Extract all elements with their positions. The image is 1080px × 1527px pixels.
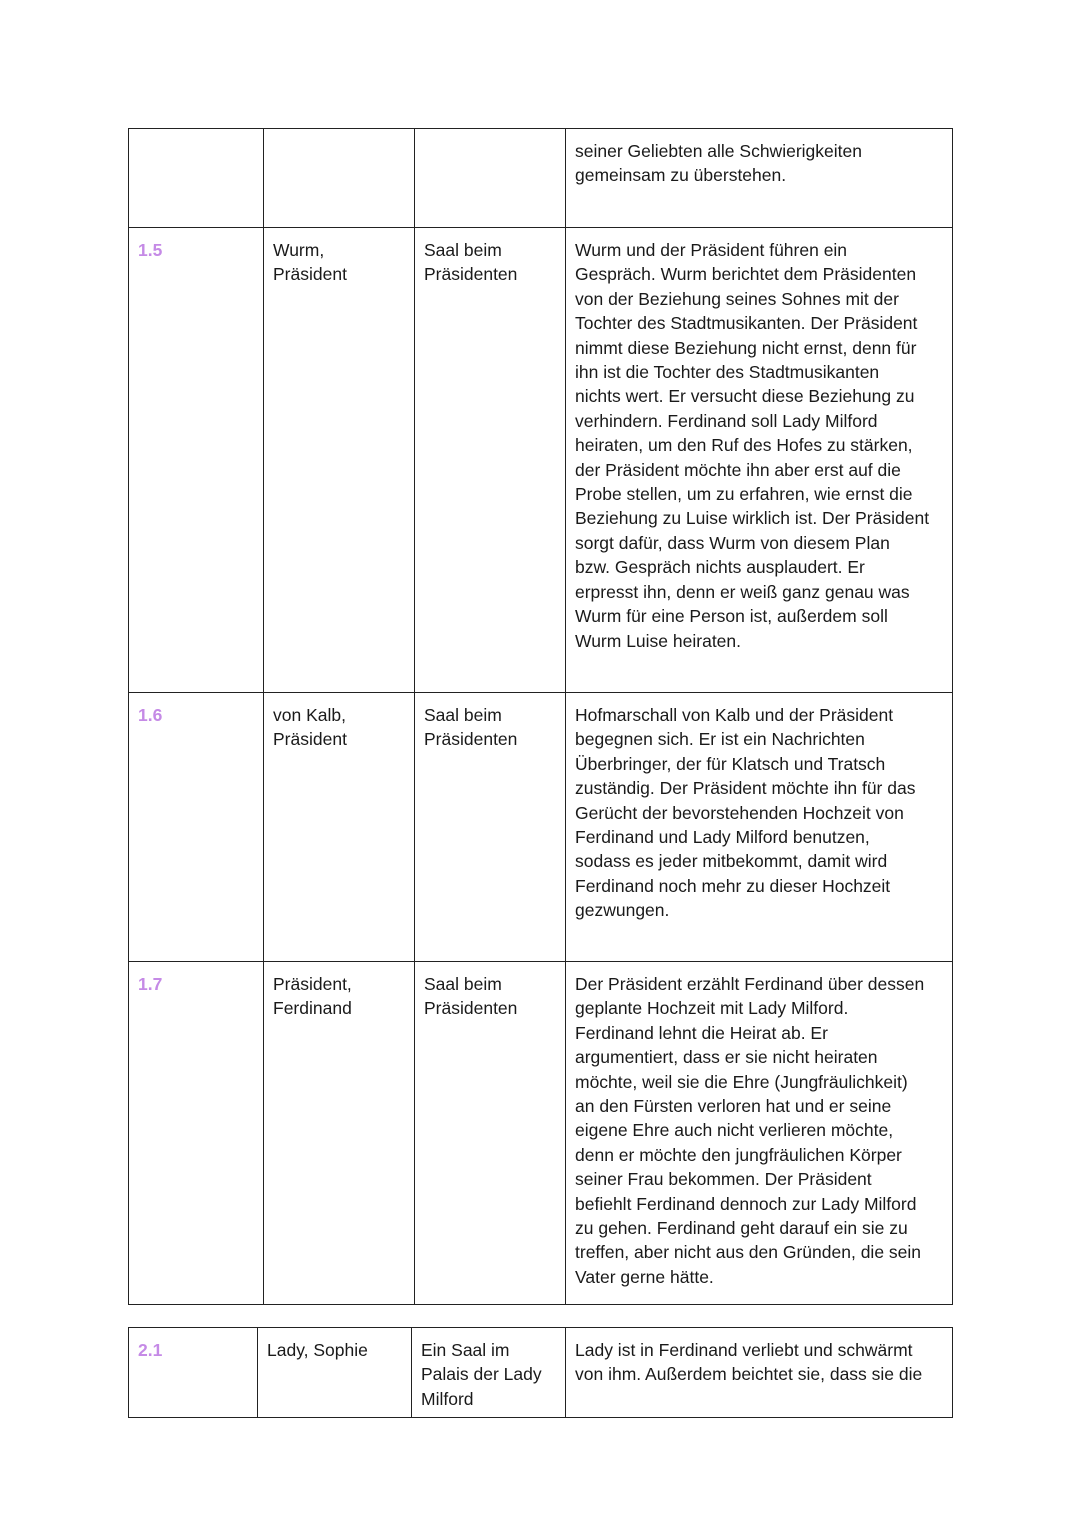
table-row — [129, 228, 953, 693]
scene-table-main — [128, 128, 953, 1305]
table-row — [129, 693, 953, 962]
content-cell: seiner Geliebten alle Schwierigkeiten gemeinsam zu überstehen. — [566, 129, 953, 228]
location-cell: Ein Saal im Palais der Lady Milford — [412, 1328, 566, 1418]
content-cell: Der Präsident erzählt Ferdinand über dessen geplante Hochzeit mit Lady Milford. Ferdinand lehnt die Heirat ab. Er argumentiert, dass er sie nicht heiraten möchte, weil sie die Ehre (Jungfräulichkeit) an den Fürsten verloren hat und er seine eigene Ehre auch nicht verlieren möchte, denn er möchte den jungfräulichen Körper seiner Frau bekommen. Der Präsident befiehlt Ferdinand dennoch zur Lady Milford zu gehen. Ferdinand geht darauf ein sie zu treffen, aber nicht aus den Gründen, die sein Vater gerne hätte. — [566, 962, 953, 1305]
scene-table-continued — [128, 1327, 953, 1418]
scene-number-cell: 1.5 — [129, 228, 264, 693]
content-cell: Hofmarschall von Kalb und der Präsident begegnen sich. Er ist ein Nachrichten Überbringer, der für Klatsch und Tratsch zuständig. Der Präsident möchte ihn für das Gerücht der bevorstehenden Hochzeit von Ferdinand und Lady Milford benutzen, sodass es jeder mitbekommt, damit wird Ferdinand noch mehr zu dieser Hochzeit gezwungen. — [566, 693, 953, 962]
characters-cell: Lady, Sophie — [258, 1328, 412, 1418]
characters-cell: von Kalb, Präsident — [264, 693, 415, 962]
table-row — [129, 129, 953, 228]
table-row — [129, 1328, 953, 1418]
location-cell: Saal beim Präsidenten — [415, 228, 566, 693]
location-cell: Saal beim Präsidenten — [415, 693, 566, 962]
content-cell: Lady ist in Ferdinand verliebt und schwärmt von ihm. Außerdem beichtet sie, dass sie die — [566, 1328, 953, 1418]
characters-cell — [264, 129, 415, 228]
table-row — [129, 962, 953, 1305]
location-cell: Saal beim Präsidenten — [415, 962, 566, 1305]
location-cell — [415, 129, 566, 228]
scene-number-cell: 1.6 — [129, 693, 264, 962]
characters-cell: Präsident, Ferdinand — [264, 962, 415, 1305]
characters-cell: Wurm, Präsident — [264, 228, 415, 693]
content-cell: Wurm und der Präsident führen ein Gespräch. Wurm berichtet dem Präsidenten von der Beziehung seines Sohnes mit der Tochter des Stadtmusikanten. Der Präsident nimmt diese Beziehung nicht ernst, denn für ihn ist die Tochter des Stadtmusikanten nichts wert. Er versucht diese Beziehung zu verhindern. Ferdinand soll Lady Milford heiraten, um den Ruf des Hofes zu stärken, der Präsident möchte ihn aber erst auf die Probe stellen, um zu erfahren, wie ernst die Beziehung zu Luise wirklich ist. Der Präsident sorgt dafür, dass Wurm von diesem Plan bzw. Gespräch nichts ausplaudert. Er erpresst ihn, denn er weiß ganz genau was Wurm für eine Person ist, außerdem soll Wurm Luise heiraten. — [566, 228, 953, 693]
scene-number-cell: 1.7 — [129, 962, 264, 1305]
scene-number-cell: 2.1 — [129, 1328, 258, 1418]
scene-number-cell — [129, 129, 264, 228]
